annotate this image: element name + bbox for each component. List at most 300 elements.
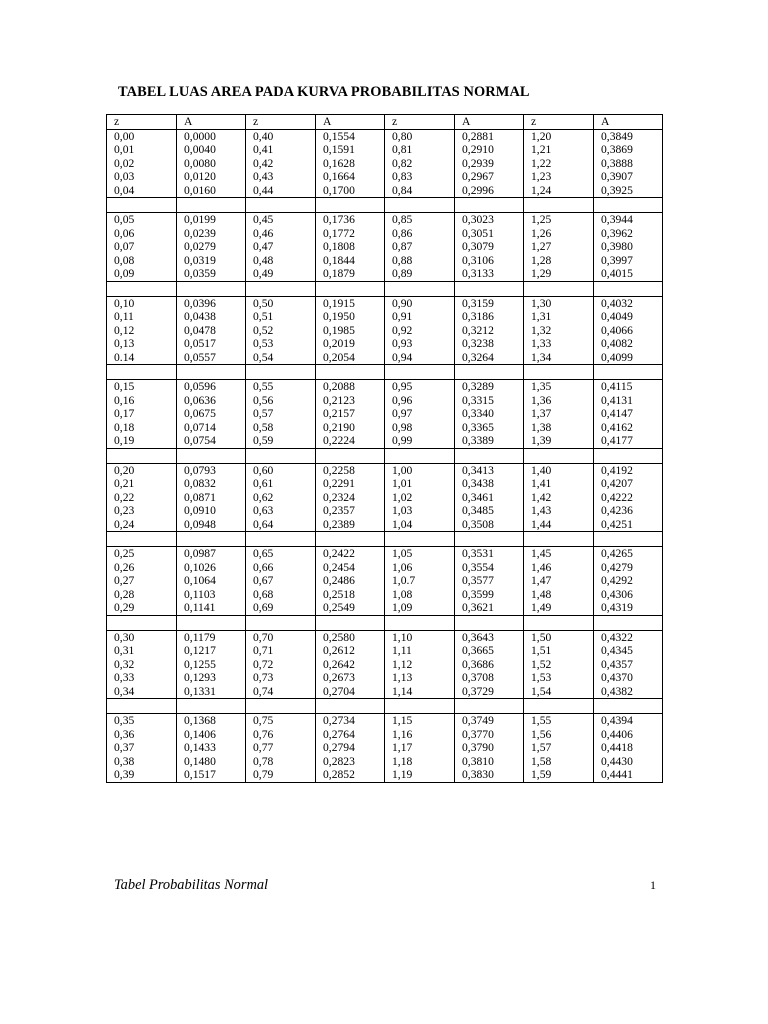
spacer-cell	[246, 532, 316, 547]
area-value-cell: 0,3531	[455, 547, 524, 561]
spacer-cell	[594, 699, 663, 714]
area-value-cell: 0,0359	[177, 267, 246, 281]
z-value-cell: 0,87	[385, 240, 455, 254]
area-value-cell: 0,2389	[316, 518, 385, 532]
table-row	[107, 324, 663, 338]
spacer-cell	[177, 699, 246, 714]
z-value-cell: 0,63	[246, 504, 316, 518]
z-value-cell: 0,84	[385, 184, 455, 198]
z-value-cell: 1,36	[524, 394, 594, 408]
area-value-cell: 0,4265	[594, 547, 663, 561]
table-row	[107, 351, 663, 365]
z-value-cell: 0,08	[107, 254, 177, 268]
area-value-cell: 0,2486	[316, 574, 385, 588]
z-value-cell: 0,60	[246, 463, 316, 477]
table-spacer-row	[107, 532, 663, 547]
area-value-cell: 0,3997	[594, 254, 663, 268]
area-value-cell: 0,4115	[594, 380, 663, 394]
table-row	[107, 296, 663, 310]
area-value-cell: 0,0793	[177, 463, 246, 477]
spacer-cell	[107, 281, 177, 296]
area-value-cell: 0,3023	[455, 213, 524, 227]
area-value-cell: 0,1915	[316, 296, 385, 310]
z-value-cell: 0,45	[246, 213, 316, 227]
area-value-cell: 0,0910	[177, 504, 246, 518]
table-row	[107, 601, 663, 615]
z-value-cell: 1,53	[524, 671, 594, 685]
z-value-cell: 0,76	[246, 728, 316, 742]
area-value-cell: 0,3289	[455, 380, 524, 394]
z-value-cell: 1,47	[524, 574, 594, 588]
spacer-cell	[455, 532, 524, 547]
z-value-cell: 0,88	[385, 254, 455, 268]
z-value-cell: 0,34	[107, 685, 177, 699]
area-value-cell: 0,4066	[594, 324, 663, 338]
area-value-cell: 0,4394	[594, 714, 663, 728]
z-value-cell: 1,39	[524, 434, 594, 448]
z-value-cell: 1,58	[524, 755, 594, 769]
area-value-cell: 0,2324	[316, 491, 385, 505]
area-value-cell: 0,3079	[455, 240, 524, 254]
area-value-cell: 0,4322	[594, 630, 663, 644]
z-value-cell: 0,86	[385, 227, 455, 241]
z-value-cell: 0,65	[246, 547, 316, 561]
area-value-cell: 0,1950	[316, 310, 385, 324]
area-value-cell: 0,2224	[316, 434, 385, 448]
z-value-cell: 1,09	[385, 601, 455, 615]
area-value-cell: 0,0478	[177, 324, 246, 338]
z-value-cell: 0,74	[246, 685, 316, 699]
area-value-cell: 0,3238	[455, 337, 524, 351]
area-value-cell: 0,3133	[455, 267, 524, 281]
area-value-cell: 0,4319	[594, 601, 663, 615]
z-value-cell: 1,41	[524, 477, 594, 491]
area-value-cell: 0,4222	[594, 491, 663, 505]
area-value-cell: 0,2823	[316, 755, 385, 769]
z-value-cell: 0,04	[107, 184, 177, 198]
spacer-cell	[594, 198, 663, 213]
spacer-cell	[594, 615, 663, 630]
table-row	[107, 630, 663, 644]
z-value-cell: 1,45	[524, 547, 594, 561]
area-value-cell: 0,3980	[594, 240, 663, 254]
header-cell-a: A	[594, 115, 663, 130]
area-value-cell: 0,0319	[177, 254, 246, 268]
z-value-cell: 1,29	[524, 267, 594, 281]
area-value-cell: 0,2910	[455, 143, 524, 157]
area-value-cell: 0,2939	[455, 157, 524, 171]
z-value-cell: 0,55	[246, 380, 316, 394]
area-value-cell: 0,4192	[594, 463, 663, 477]
z-value-cell: 1,40	[524, 463, 594, 477]
area-value-cell: 0,1700	[316, 184, 385, 198]
z-value-cell: 0,98	[385, 421, 455, 435]
spacer-cell	[594, 281, 663, 296]
spacer-cell	[594, 365, 663, 380]
z-value-cell: 0,32	[107, 658, 177, 672]
z-value-cell: 0,75	[246, 714, 316, 728]
table-row	[107, 407, 663, 421]
area-value-cell: 0,4292	[594, 574, 663, 588]
z-value-cell: 0,83	[385, 170, 455, 184]
z-value-cell: 1,43	[524, 504, 594, 518]
area-value-cell: 0,3708	[455, 671, 524, 685]
z-value-cell: 0,05	[107, 213, 177, 227]
area-value-cell: 0,2673	[316, 671, 385, 685]
area-value-cell: 0,3686	[455, 658, 524, 672]
area-value-cell: 0,1331	[177, 685, 246, 699]
table-row	[107, 213, 663, 227]
z-value-cell: 0,70	[246, 630, 316, 644]
spacer-cell	[177, 448, 246, 463]
area-value-cell: 0,3830	[455, 768, 524, 782]
table-row	[107, 227, 663, 241]
area-value-cell: 0,1179	[177, 630, 246, 644]
area-value-cell: 0,1844	[316, 254, 385, 268]
table-row	[107, 143, 663, 157]
area-value-cell: 0,0120	[177, 170, 246, 184]
area-value-cell: 0,3485	[455, 504, 524, 518]
area-value-cell: 0,1141	[177, 601, 246, 615]
table-row	[107, 394, 663, 408]
area-value-cell: 0,0000	[177, 129, 246, 143]
area-value-cell: 0,0517	[177, 337, 246, 351]
area-value-cell: 0,2764	[316, 728, 385, 742]
spacer-cell	[316, 615, 385, 630]
z-value-cell: 0,33	[107, 671, 177, 685]
z-value-cell: 0,93	[385, 337, 455, 351]
area-value-cell: 0,3888	[594, 157, 663, 171]
spacer-cell	[177, 615, 246, 630]
table-row	[107, 184, 663, 198]
table-body	[107, 115, 663, 783]
spacer-cell	[524, 532, 594, 547]
area-value-cell: 0,4082	[594, 337, 663, 351]
table-spacer-row	[107, 198, 663, 213]
table-row	[107, 129, 663, 143]
z-value-cell: 0,23	[107, 504, 177, 518]
z-value-cell: 0,59	[246, 434, 316, 448]
z-value-cell: 1,55	[524, 714, 594, 728]
area-value-cell: 0,3461	[455, 491, 524, 505]
table-row	[107, 491, 663, 505]
area-value-cell: 0,1591	[316, 143, 385, 157]
area-value-cell: 0,3907	[594, 170, 663, 184]
z-value-cell: 0,22	[107, 491, 177, 505]
spacer-cell	[524, 365, 594, 380]
table-row	[107, 671, 663, 685]
z-value-cell: 1,35	[524, 380, 594, 394]
z-value-cell: 0,11	[107, 310, 177, 324]
area-value-cell: 0,3665	[455, 644, 524, 658]
spacer-cell	[316, 281, 385, 296]
area-value-cell: 0,4382	[594, 685, 663, 699]
header-cell-z: z	[107, 115, 177, 130]
area-value-cell: 0,0871	[177, 491, 246, 505]
z-value-cell: 0,50	[246, 296, 316, 310]
area-value-cell: 0,2088	[316, 380, 385, 394]
area-value-cell: 0,1293	[177, 671, 246, 685]
area-value-cell: 0,2357	[316, 504, 385, 518]
area-value-cell: 0,3051	[455, 227, 524, 241]
area-value-cell: 0,4015	[594, 267, 663, 281]
spacer-cell	[107, 532, 177, 547]
z-value-cell: 0,48	[246, 254, 316, 268]
area-value-cell: 0,2794	[316, 741, 385, 755]
z-value-cell: 0,00	[107, 129, 177, 143]
area-value-cell: 0,0832	[177, 477, 246, 491]
area-value-cell: 0,1985	[316, 324, 385, 338]
table-row	[107, 157, 663, 171]
header-cell-a: A	[316, 115, 385, 130]
spacer-cell	[107, 198, 177, 213]
table-row	[107, 421, 663, 435]
z-value-cell: 1,32	[524, 324, 594, 338]
z-value-cell: 1,04	[385, 518, 455, 532]
z-value-cell: 0,62	[246, 491, 316, 505]
z-value-cell: 1,01	[385, 477, 455, 491]
area-value-cell: 0,0557	[177, 351, 246, 365]
z-value-cell: 0,37	[107, 741, 177, 755]
spacer-cell	[316, 532, 385, 547]
spacer-cell	[385, 448, 455, 463]
z-value-cell: 1,31	[524, 310, 594, 324]
area-value-cell: 0,2123	[316, 394, 385, 408]
area-value-cell: 0,4251	[594, 518, 663, 532]
table-header-row	[107, 115, 663, 130]
area-value-cell: 0,4430	[594, 755, 663, 769]
z-value-cell: 0,85	[385, 213, 455, 227]
spacer-cell	[455, 365, 524, 380]
z-value-cell: 1,38	[524, 421, 594, 435]
spacer-cell	[524, 448, 594, 463]
z-value-cell: 0,09	[107, 267, 177, 281]
area-value-cell: 0,1217	[177, 644, 246, 658]
area-value-cell: 0,2422	[316, 547, 385, 561]
z-value-cell: 1,20	[524, 129, 594, 143]
area-value-cell: 0,4177	[594, 434, 663, 448]
area-value-cell: 0,3621	[455, 601, 524, 615]
header-cell-z: z	[524, 115, 594, 130]
area-value-cell: 0,3810	[455, 755, 524, 769]
z-value-cell: 0,80	[385, 129, 455, 143]
z-value-cell: 1,27	[524, 240, 594, 254]
z-value-cell: 0,58	[246, 421, 316, 435]
table-row	[107, 463, 663, 477]
header-cell-a: A	[455, 115, 524, 130]
z-value-cell: 1,08	[385, 588, 455, 602]
area-value-cell: 0,1368	[177, 714, 246, 728]
z-value-cell: 1,14	[385, 685, 455, 699]
spacer-cell	[385, 615, 455, 630]
table-row	[107, 337, 663, 351]
z-value-cell: 1,18	[385, 755, 455, 769]
z-value-cell: 1,30	[524, 296, 594, 310]
area-value-cell: 0,3438	[455, 477, 524, 491]
spacer-cell	[524, 198, 594, 213]
area-value-cell: 0,4357	[594, 658, 663, 672]
z-value-cell: 1,15	[385, 714, 455, 728]
header-cell-a: A	[177, 115, 246, 130]
z-value-cell: 0,13	[107, 337, 177, 351]
z-value-cell: 0,43	[246, 170, 316, 184]
area-value-cell: 0,0396	[177, 296, 246, 310]
z-value-cell: 1,48	[524, 588, 594, 602]
spacer-cell	[455, 198, 524, 213]
z-value-cell: 0,73	[246, 671, 316, 685]
spacer-cell	[524, 615, 594, 630]
area-value-cell: 0,2642	[316, 658, 385, 672]
z-value-cell: 0,10	[107, 296, 177, 310]
spacer-cell	[177, 532, 246, 547]
area-value-cell: 0,2454	[316, 561, 385, 575]
table-spacer-row	[107, 699, 663, 714]
z-value-cell: 0,64	[246, 518, 316, 532]
z-value-cell: 0,12	[107, 324, 177, 338]
spacer-cell	[385, 532, 455, 547]
area-value-cell: 0,4441	[594, 768, 663, 782]
z-value-cell: 0,20	[107, 463, 177, 477]
table-row	[107, 741, 663, 755]
z-value-cell: 1,59	[524, 768, 594, 782]
z-value-cell: 0,24	[107, 518, 177, 532]
spacer-cell	[455, 699, 524, 714]
z-value-cell: 0,56	[246, 394, 316, 408]
table-row	[107, 728, 663, 742]
area-value-cell: 0,1026	[177, 561, 246, 575]
z-value-cell: 1,37	[524, 407, 594, 421]
z-value-cell: 0,51	[246, 310, 316, 324]
spacer-cell	[455, 448, 524, 463]
area-value-cell: 0,3365	[455, 421, 524, 435]
z-value-cell: 0,54	[246, 351, 316, 365]
area-value-cell: 0,0080	[177, 157, 246, 171]
area-value-cell: 0,0675	[177, 407, 246, 421]
area-value-cell: 0,4207	[594, 477, 663, 491]
area-value-cell: 0,1517	[177, 768, 246, 782]
table-row	[107, 504, 663, 518]
z-value-cell: 1,23	[524, 170, 594, 184]
z-value-cell: 0,15	[107, 380, 177, 394]
area-value-cell: 0,0714	[177, 421, 246, 435]
header-cell-z: z	[385, 115, 455, 130]
z-value-cell: 1,33	[524, 337, 594, 351]
z-value-cell: 0,68	[246, 588, 316, 602]
area-value-cell: 0,2967	[455, 170, 524, 184]
area-value-cell: 0,0636	[177, 394, 246, 408]
z-value-cell: 0,91	[385, 310, 455, 324]
area-value-cell: 0,3869	[594, 143, 663, 157]
z-value-cell: 1,22	[524, 157, 594, 171]
z-value-cell: 0,71	[246, 644, 316, 658]
page-number: 1	[650, 878, 656, 892]
z-value-cell: 0,66	[246, 561, 316, 575]
area-value-cell: 0,0239	[177, 227, 246, 241]
area-value-cell: 0,4099	[594, 351, 663, 365]
z-value-cell: 0,28	[107, 588, 177, 602]
z-value-cell: 1,00	[385, 463, 455, 477]
table-spacer-row	[107, 281, 663, 296]
area-value-cell: 0,3340	[455, 407, 524, 421]
z-value-cell: 0,06	[107, 227, 177, 241]
table-row	[107, 755, 663, 769]
z-value-cell: 0,16	[107, 394, 177, 408]
table-row	[107, 477, 663, 491]
z-value-cell: 1,24	[524, 184, 594, 198]
area-value-cell: 0,1736	[316, 213, 385, 227]
area-value-cell: 0,0160	[177, 184, 246, 198]
z-value-cell: 1,56	[524, 728, 594, 742]
z-value-cell: 0,27	[107, 574, 177, 588]
z-value-cell: 0,42	[246, 157, 316, 171]
area-value-cell: 0,2612	[316, 644, 385, 658]
spacer-cell	[246, 699, 316, 714]
z-value-cell: 1,50	[524, 630, 594, 644]
z-value-cell: 1,52	[524, 658, 594, 672]
area-value-cell: 0,2996	[455, 184, 524, 198]
spacer-cell	[107, 615, 177, 630]
spacer-cell	[177, 198, 246, 213]
document-title: TABEL LUAS AREA PADA KURVA PROBABILITAS NORMAL	[118, 84, 530, 100]
area-value-cell: 0,3962	[594, 227, 663, 241]
table-row	[107, 714, 663, 728]
area-value-cell: 0,4406	[594, 728, 663, 742]
z-value-cell: 1,0.7	[385, 574, 455, 588]
z-value-cell: 1,12	[385, 658, 455, 672]
z-value-cell: 0,03	[107, 170, 177, 184]
z-value-cell: 0,19	[107, 434, 177, 448]
z-value-cell: 1,13	[385, 671, 455, 685]
spacer-cell	[385, 198, 455, 213]
table-row	[107, 685, 663, 699]
table-row	[107, 588, 663, 602]
z-value-cell: 0,69	[246, 601, 316, 615]
spacer-cell	[455, 615, 524, 630]
spacer-cell	[455, 281, 524, 296]
area-value-cell: 0,4279	[594, 561, 663, 575]
area-value-cell: 0,3159	[455, 296, 524, 310]
spacer-cell	[524, 699, 594, 714]
z-value-cell: 0,81	[385, 143, 455, 157]
z-value-cell: 0,99	[385, 434, 455, 448]
area-value-cell: 0,4418	[594, 741, 663, 755]
area-value-cell: 0,2054	[316, 351, 385, 365]
z-value-cell: 0,31	[107, 644, 177, 658]
z-value-cell: 0,29	[107, 601, 177, 615]
z-value-cell: 0,57	[246, 407, 316, 421]
spacer-cell	[246, 448, 316, 463]
z-value-cell: 1,11	[385, 644, 455, 658]
z-value-cell: 0,46	[246, 227, 316, 241]
z-value-cell: 0,72	[246, 658, 316, 672]
area-value-cell: 0,4236	[594, 504, 663, 518]
z-value-cell: 0,07	[107, 240, 177, 254]
spacer-cell	[246, 281, 316, 296]
area-value-cell: 0,2190	[316, 421, 385, 435]
table-row	[107, 561, 663, 575]
area-value-cell: 0,3643	[455, 630, 524, 644]
area-value-cell: 0,4306	[594, 588, 663, 602]
z-value-cell: 0,77	[246, 741, 316, 755]
area-value-cell: 0,3729	[455, 685, 524, 699]
z-value-cell: 1,42	[524, 491, 594, 505]
z-value-cell: 0,82	[385, 157, 455, 171]
normal-probability-table	[106, 114, 663, 783]
table-row	[107, 574, 663, 588]
z-value-cell: 0,35	[107, 714, 177, 728]
table-row	[107, 518, 663, 532]
header-cell-z: z	[246, 115, 316, 130]
